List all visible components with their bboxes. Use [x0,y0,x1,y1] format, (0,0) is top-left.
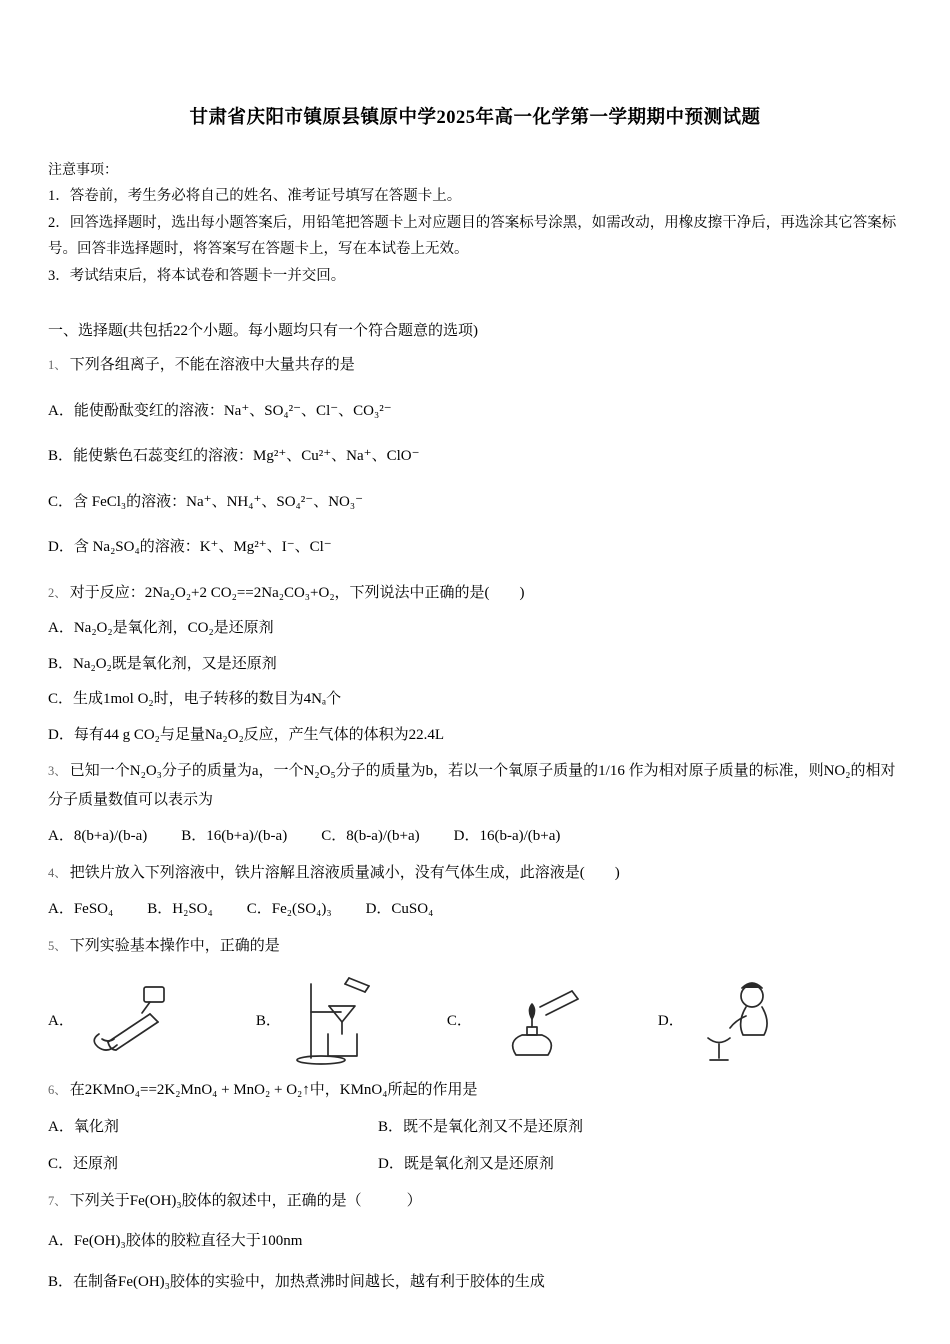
question-1 [48,351,902,562]
question-4-option-b: B．H₂SO₄ [147,901,213,918]
question-2-option-c: C．生成1mol O₂时，电子转移的数目为4Nₐ个 [48,691,342,708]
question-5-figure-a [48,982,190,1060]
question-7-options [48,1227,902,1296]
question-3-option-c: C．8(b-a)/(b+a) [321,828,420,845]
pour-reagent-into-test-tube-illustration [82,982,190,1060]
question-7-option-b: B．在制备Fe(OH)₃胶体的实验中，加热煮沸时间越长，越有利于胶体的生成 [48,1273,545,1290]
question-6-option-b: B．既不是氧化剂又不是还原剂 [378,1118,584,1135]
question-6-option-c: C．还原剂 [48,1156,119,1173]
question-3-option-a: A．8(b+a)/(b-a) [48,828,148,845]
question-7-option-a: A．Fe(OH)₃胶体的胶粒直径大于100nm [48,1233,303,1250]
question-4-option-c: C．Fe₂(SO₄)₃ [246,901,332,918]
question-1-options [48,397,902,562]
question-5-stem [48,932,902,961]
question-3-number: 3、 [48,764,67,779]
question-3 [48,757,902,851]
question-5-stem-text: 下列实验基本操作中，正确的是 [69,937,280,954]
question-4-option-a: A．FeSO₄ [48,901,114,918]
question-5-figure-c-label: C． [446,1013,472,1030]
question-1-option-c: C．含 FeCl₃的溶液：Na⁺、NH₄⁺、SO₄²⁻、NO₃⁻ [48,493,364,510]
question-2 [48,579,902,750]
notice-item-2: 2．回答选择题时，选出每小题答案后，用铅笔把答题卡上对应题目的答案标号涂黑，如需改动，用橡皮擦干净后，再选涂其它答案标号。回答非选择题时，将答案写在答题卡上，写在本试卷上无效。 [48,215,897,257]
question-4 [48,859,902,924]
question-6 [48,1076,902,1179]
question-7-stem [48,1187,902,1216]
question-4-stem [48,859,902,888]
question-5-number: 5、 [48,938,67,953]
question-5-figure-c [447,983,592,1059]
question-6-stem [48,1076,902,1105]
question-2-option-a: A．Na₂O₂是氧化剂，CO₂是还原剂 [48,620,274,637]
question-6-option-d: D．既是氧化剂又是还原剂 [378,1156,554,1173]
notice-item-3: 3．考试结束后，将本试卷和答题卡一并交回。 [48,268,346,285]
question-4-option-d: D．CuSO₄ [365,901,434,918]
question-4-stem-text: 把铁片放入下列溶液中，铁片溶解且溶液质量减小，没有气体生成，此溶液是( ) [69,864,620,881]
question-1-stem-text: 下列各组离子，不能在溶液中大量共存的是 [69,357,355,374]
notice-header: 注意事项： [48,162,118,178]
question-7 [48,1187,902,1297]
question-2-number: 2、 [48,585,67,600]
question-6-option-a: A．氧化剂 [48,1118,119,1135]
light-alcohol-lamp-illustration [480,983,592,1059]
question-1-option-a: A．能使酚酞变红的溶液：Na⁺、SO₄²⁻、Cl⁻、CO₃²⁻ [48,402,392,419]
question-4-options [48,895,902,924]
question-5-figures [48,976,902,1066]
question-7-number: 7、 [48,1193,67,1208]
filtration-apparatus-illustration [289,976,381,1066]
question-6-number: 6、 [48,1083,67,1098]
section-header: 一、选择题(共包括22个小题。每小题均只有一个符合题意的选项) [48,323,478,340]
question-1-stem [48,351,902,380]
question-5-figure-b [256,976,381,1066]
question-2-option-d: D．每有44 g CO₂与足量Na₂O₂反应，产生气体的体积为22.4L [48,726,445,743]
question-1-option-b: B．能使紫色石蕊变红的溶液：Mg²⁺、Cu²⁺、Na⁺、ClO⁻ [48,448,420,465]
question-5 [48,932,902,1067]
question-2-option-b: B．Na₂O₂既是氧化剂，又是还原剂 [48,655,277,672]
question-4-number: 4、 [48,865,67,880]
question-5-figure-a-label: A． [48,1013,74,1030]
student-smelling-gas-illustration [692,976,786,1066]
question-1-number: 1、 [48,358,67,373]
question-5-figure-d-label: D． [657,1013,684,1030]
question-3-stem [48,757,902,814]
question-2-stem-text: 对于反应：2Na₂O₂+2 CO₂==2Na₂CO₃+O₂，下列说法中正确的是( ) [69,584,525,601]
question-7-stem-text: 下列关于Fe(OH)₃胶体的叙述中，正确的是（ ） [69,1192,422,1209]
question-2-stem [48,579,902,608]
question-3-options [48,822,902,851]
question-1-option-d: D．含 Na₂SO₄的溶液：K⁺、Mg²⁺、I⁻、Cl⁻ [48,539,332,556]
question-5-figure-d [658,976,786,1066]
question-3-stem-text: 已知一个N₂O₃分子的质量为a，一个N₂O₅分子的质量为b，若以一个氧原子质量的1/16 作为相对原子质量的标准，则NO₂的相对分子质量数值可以表示为 [48,763,896,808]
question-3-option-b: B．16(b+a)/(b-a) [181,828,288,845]
question-5-figure-b-label: B． [255,1013,281,1030]
question-2-options [48,614,902,749]
question-6-stem-text: 在2KMnO₄==2K₂MnO₄ + MnO₂ + O₂↑中，KMnO₄所起的作用是 [69,1082,478,1099]
question-3-option-d: D．16(b-a)/(b+a) [453,828,561,845]
notice-item-1: 1．答卷前，考生务必将自己的姓名、准考证号填写在答题卡上。 [48,187,462,204]
question-6-options [48,1113,902,1179]
exam-title: 甘肃省庆阳市镇原县镇原中学2025年高一化学第一学期期中预测试题 [189,108,761,128]
notice-section [48,160,902,290]
